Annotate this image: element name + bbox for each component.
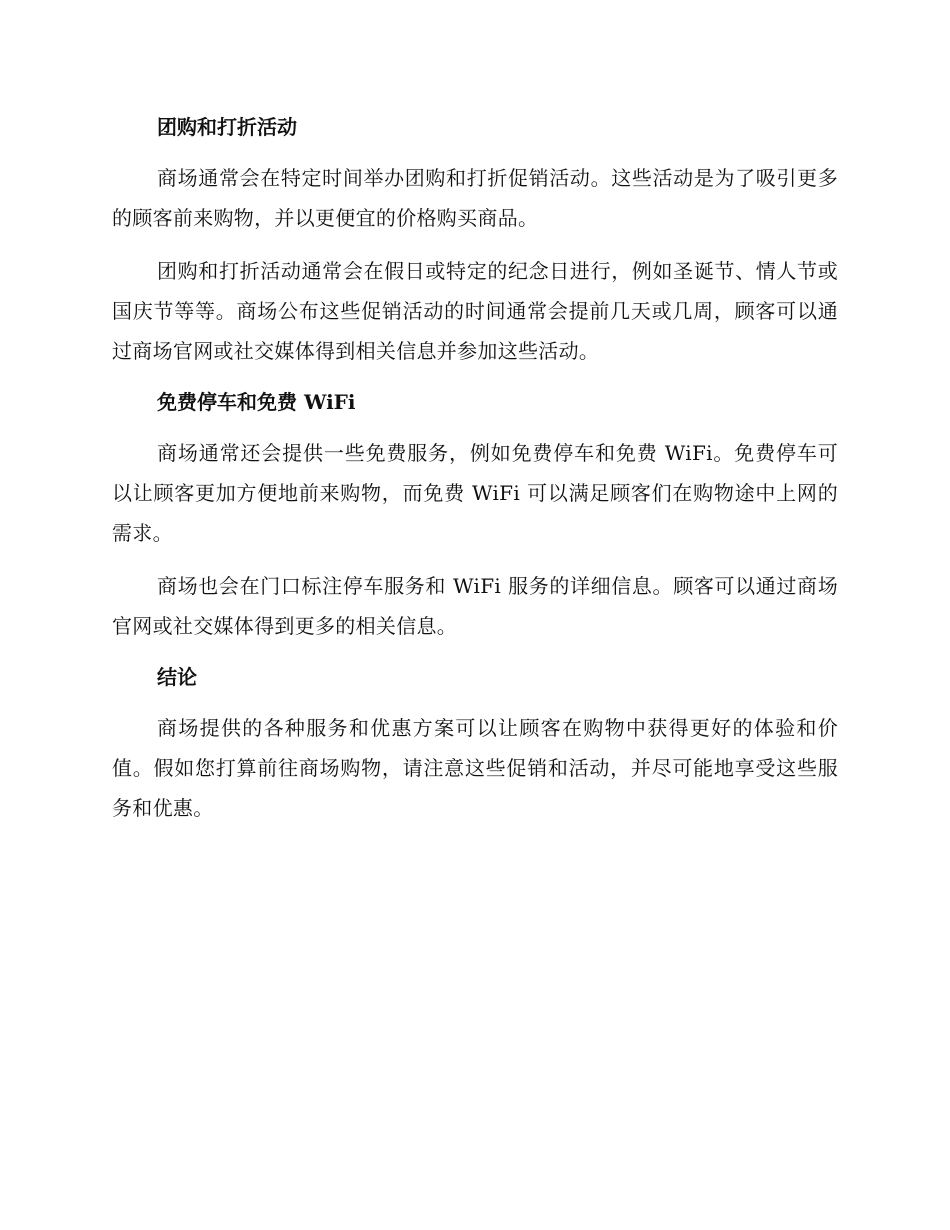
section-heading-conclusion: 结论 bbox=[157, 665, 197, 689]
paragraph-free-services: 商场通常还会提供一些免费服务，例如免费停车和免费 WiFi。免费停车可以让顾客更加方便地前来购物，而免费 WiFi 可以满足顾客们在购物途中上网的需求。 bbox=[112, 441, 838, 545]
paragraph-service-info: 商场也会在门口标注停车服务和 WiFi 服务的详细信息。顾客可以通过商场官网或社交媒体得到更多的相关信息。 bbox=[112, 574, 838, 638]
paragraph-group-buy-intro: 商场通常会在特定时间举办团购和打折促销活动。这些活动是为了吸引更多的顾客前来购物，并以更便宜的价格购买商品。 bbox=[112, 166, 838, 230]
section-heading-group-buy: 团购和打折活动 bbox=[157, 115, 297, 139]
paragraph-conclusion: 商场提供的各种服务和优惠方案可以让顾客在购物中获得更好的体验和价值。假如您打算前往商场购物，请注意这些促销和活动，并尽可能地享受这些服务和优惠。 bbox=[112, 716, 838, 820]
paragraph-group-buy-timing: 团购和打折活动通常会在假日或特定的纪念日进行，例如圣诞节、情人节或国庆节等等。商场公布这些促销活动的时间通常会提前几天或几周，顾客可以通过商场官网或社交媒体得到相关信息并参加这些活动。 bbox=[112, 259, 838, 363]
section-heading-free-parking-wifi: 免费停车和免费 WiFi bbox=[157, 390, 356, 414]
document-page bbox=[112, 108, 838, 828]
